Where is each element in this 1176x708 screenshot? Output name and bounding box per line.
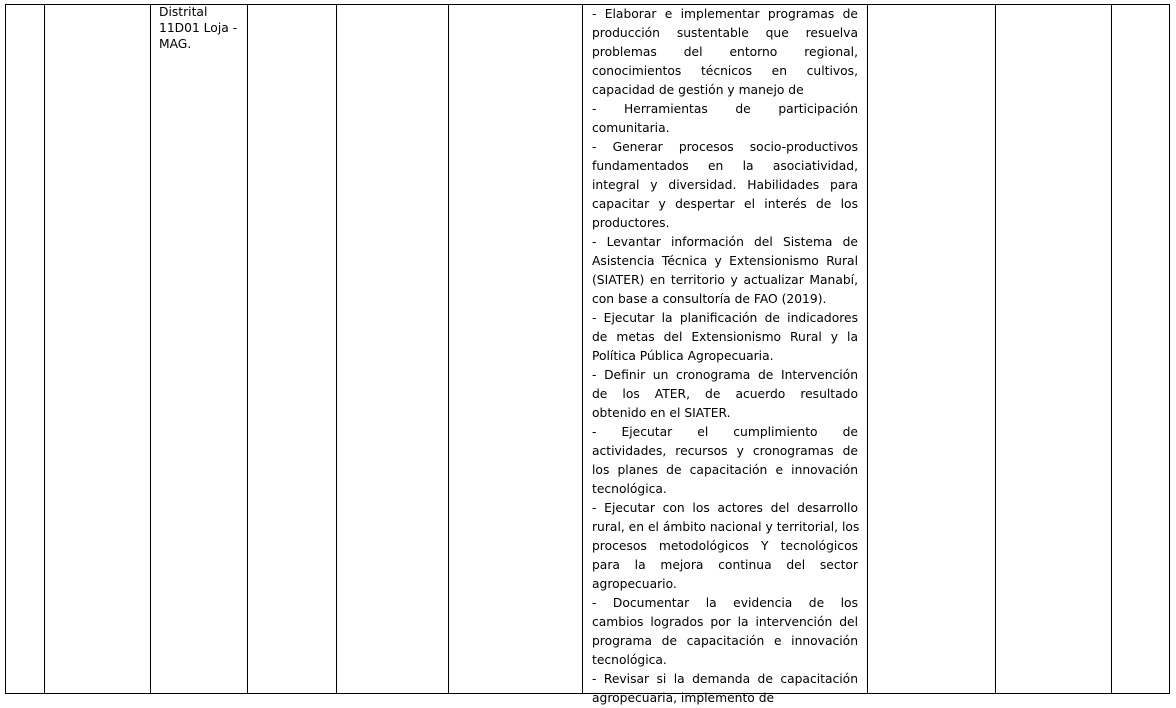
duty-line: programa de capacitación e innovación (592, 634, 858, 648)
duty-line: rural, en el ámbito nacional y territorial, los (592, 520, 860, 534)
column-divider (582, 4, 583, 694)
duty-line: Asistencia Técnica y Extensionismo Rural (592, 254, 858, 268)
column-divider (1169, 4, 1170, 694)
duty-line: - Herramientas de participación (592, 102, 858, 116)
duty-line: Política Pública Agropecuaria. (592, 349, 774, 363)
duty-line: - Generar procesos socio-productivos (592, 140, 858, 154)
column-divider (448, 4, 449, 694)
column-divider (1111, 4, 1112, 694)
duty-paragraph (592, 100, 858, 138)
duty-line: actividades, recursos y cronogramas de (592, 444, 858, 458)
duty-paragraph (592, 594, 858, 670)
duty-paragraph (592, 366, 858, 423)
column-divider (336, 4, 337, 694)
duty-line: producción sustentable que resuelva (592, 26, 858, 40)
duties-cell (592, 5, 858, 708)
duty-line: - Ejecutar la planificación de indicadores (592, 311, 858, 325)
duty-paragraph (592, 499, 858, 594)
duty-line: (SIATER) en territorio y actualizar Manabí, (592, 273, 858, 287)
duty-line: los planes de capacitación e innovación (592, 463, 858, 477)
duty-line: con base a consultoría de FAO (2019). (592, 292, 827, 306)
duty-line: capacitar y despertar el interés de los (592, 197, 858, 211)
duty-line: para la mejora continua del sector (592, 558, 858, 572)
duty-line: tecnológica. (592, 482, 667, 496)
column-divider (44, 4, 45, 694)
duty-line: de metas del Extensionismo Rural y la (592, 330, 858, 344)
duty-line: - Definir un cronograma de Intervención (592, 368, 858, 382)
distrital-line: 11D01 Loja - (159, 21, 238, 35)
duty-paragraph (592, 670, 858, 708)
duty-line: - Levantar información del Sistema de (592, 235, 858, 249)
duty-line: cambios logrados por la intervención del (592, 615, 858, 629)
duty-paragraph (592, 138, 858, 233)
duty-line: integral y diversidad. Habilidades para (592, 178, 858, 192)
duty-paragraph (592, 423, 858, 499)
distrital-line: Distrital (159, 5, 208, 19)
distrital-cell (159, 4, 245, 52)
duty-line: - Elaborar e implementar programas de (592, 7, 858, 21)
duty-line: comunitaria. (592, 121, 670, 135)
duty-line: agropecuario. (592, 577, 677, 591)
duty-line: capacidad de gestión y manejo de (592, 83, 804, 97)
column-divider (5, 4, 6, 694)
column-divider (867, 4, 868, 694)
duty-line: - Documentar la evidencia de los (592, 596, 858, 610)
distrital-line: MAG. (159, 37, 192, 51)
duty-line: problemas del entorno regional, (592, 45, 858, 59)
column-divider (995, 4, 996, 694)
duty-line: productores. (592, 216, 670, 230)
duty-line: tecnológica. (592, 653, 667, 667)
duty-paragraph (592, 233, 858, 309)
duty-line: - Ejecutar con los actores del desarrollo (592, 501, 858, 515)
duty-line: - Revisar si la demanda de capacitación (592, 672, 858, 686)
duty-paragraph (592, 309, 858, 366)
duty-line: conocimientos técnicos en cultivos, (592, 64, 858, 78)
column-divider (247, 4, 248, 694)
duty-line: agropecuaria, implemento de (592, 691, 775, 705)
duty-line: procesos metodológicos Y tecnológicos (592, 539, 858, 553)
duty-line: - Ejecutar el cumplimiento de (592, 425, 858, 439)
duty-line: de los ATER, de acuerdo resultado (592, 387, 858, 401)
duty-line: fundamentados en la asociatividad, (592, 159, 858, 173)
column-divider (150, 4, 151, 694)
duty-line: obtenido en el SIATER. (592, 406, 731, 420)
duty-paragraph (592, 5, 858, 100)
